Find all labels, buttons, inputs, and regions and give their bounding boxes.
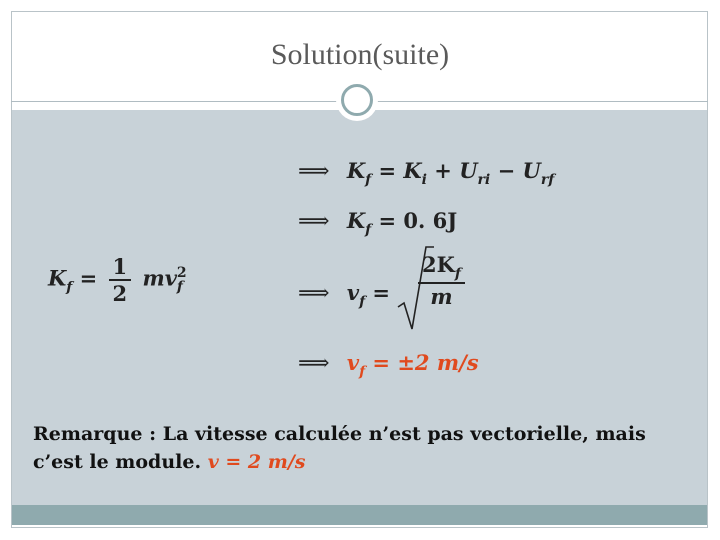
equation-kinetic-formula: $K_f$ = $\frac{1}{2}$ mv 2 f — [48, 254, 187, 306]
equation-kinetic-energy: ⟹ $K_f = K_i + U_{ri} - U_{rf}$ — [298, 158, 555, 188]
equation-velocity-sqrt: ⟹ $v_f$ = — [298, 280, 391, 310]
equation-kf-value: ⟹ $K_f = 0$. 6J — [298, 208, 458, 238]
eq3-num-sub: f — [454, 266, 461, 282]
eq1-uri: U — [459, 158, 478, 183]
eq3-lhs-sub: f — [359, 294, 366, 310]
eq3-lhs: v — [346, 280, 360, 305]
implies-icon: ⟹ — [298, 351, 330, 376]
remark-text — [33, 420, 693, 476]
remark-value: v = 2 m/s — [207, 451, 306, 473]
implies-icon: ⟹ — [298, 159, 330, 184]
left-lhs-sub: f — [66, 279, 73, 296]
remark-body: Remarque : La vitesse calculée n’est pas vectorielle, mais c’est le module. — [33, 423, 646, 473]
half-den: 2 — [112, 281, 128, 306]
eq3-num: 2K — [422, 252, 455, 277]
eq1-uri-sub: ri — [477, 172, 491, 188]
half-fraction — [109, 254, 132, 306]
eq1-lhs: K — [346, 158, 366, 183]
eq3-den: m — [430, 284, 453, 309]
footer-bar — [12, 505, 707, 525]
equation-velocity-result: ⟹ $v_f = \pm 2$ m/s — [298, 350, 479, 380]
eq4-value: ±2 m/s — [397, 350, 479, 375]
eq1-ki-sub: i — [421, 172, 427, 188]
implies-icon: ⟹ — [298, 281, 330, 306]
eq2-lhs: K — [346, 208, 366, 233]
left-rhs: mv — [142, 265, 177, 291]
implies-icon: ⟹ — [298, 209, 330, 234]
eq1-urf: U — [522, 158, 541, 183]
eq1-lhs-sub: f — [365, 172, 372, 188]
eq4-lhs-sub: f — [359, 364, 366, 380]
eq3-fraction — [418, 252, 465, 309]
left-lhs: K — [48, 265, 67, 291]
eq2-lhs-sub: f — [365, 222, 372, 238]
eq1-ki: K — [403, 158, 422, 183]
eq1-urf-sub: rf — [540, 172, 555, 188]
left-rhs-sub: f — [176, 279, 183, 295]
eq2-value: 0. 6J — [403, 208, 458, 233]
half-num: 1 — [109, 254, 132, 281]
eq4-lhs: v — [346, 350, 360, 375]
left-rhs-sup: 2 — [176, 265, 187, 281]
circle-ornament-icon — [336, 79, 378, 121]
slide-title: Solution(suite) — [270, 38, 450, 71]
